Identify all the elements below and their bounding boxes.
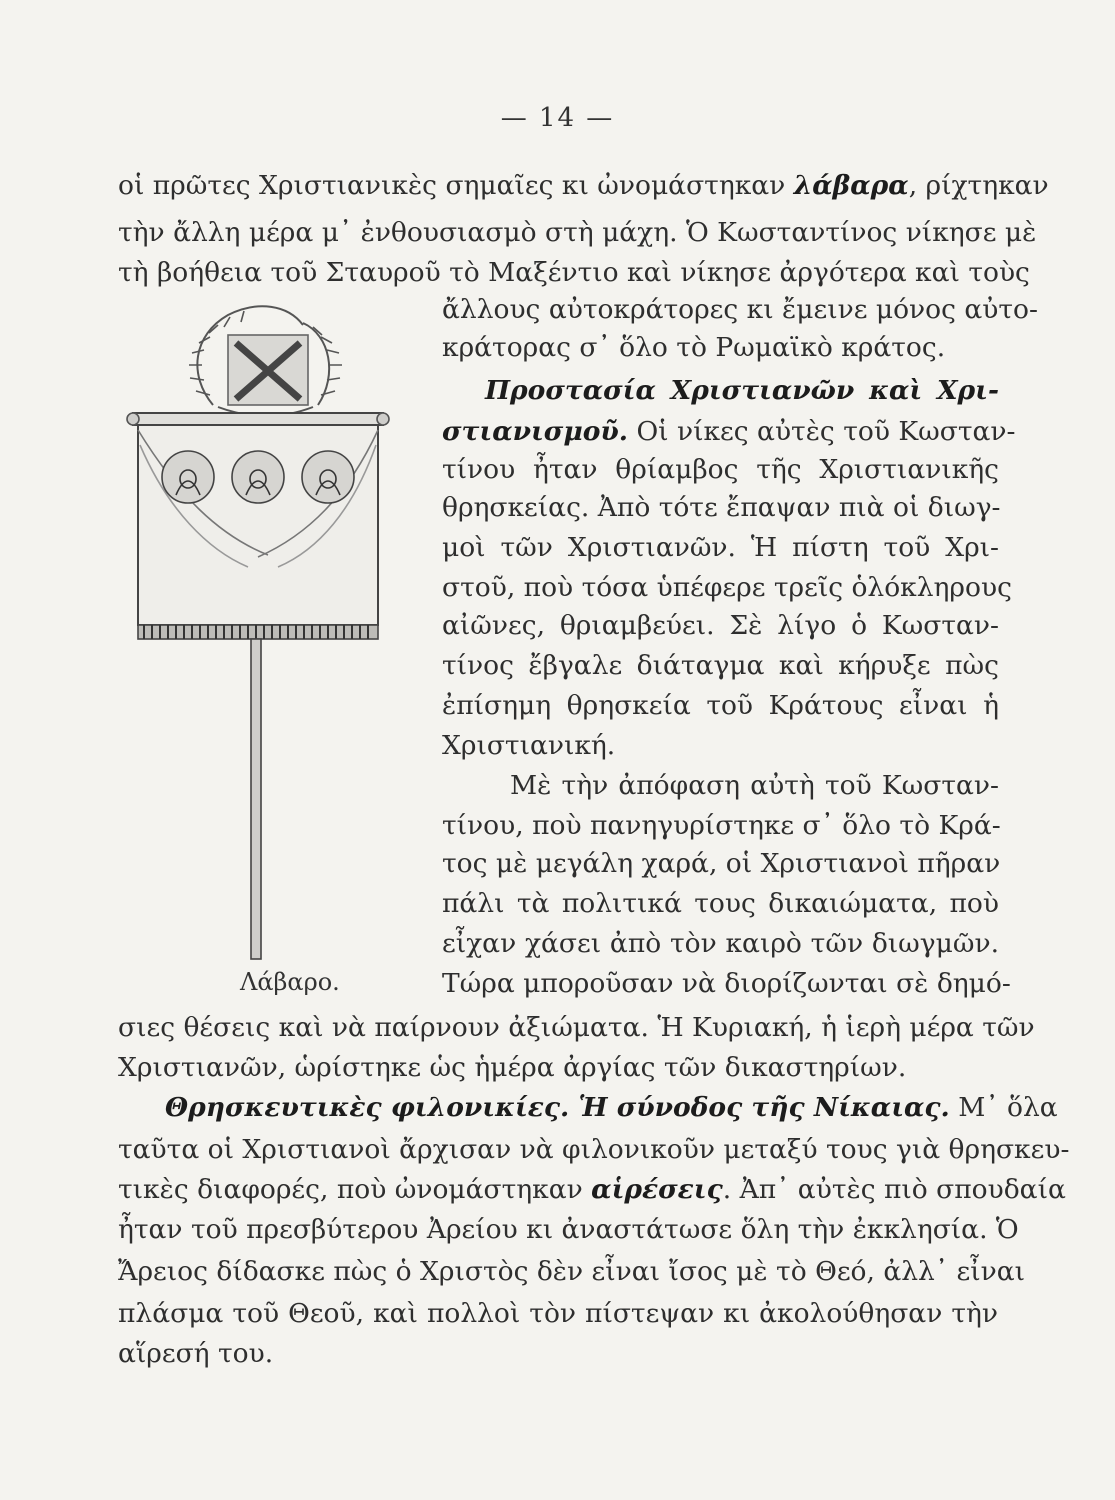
text-line: τὴν ἄλλη μέρα μ᾽ ἐνθουσιασμὸ στὴ μάχη. Ὁ Κωσταντίνος νίκησε μὲ — [118, 217, 1037, 248]
text-line: ἐπίσημη θρησκεία τοῦ Κράτους εἶναι ἡ — [442, 690, 999, 721]
text-line: στιανισμοῦ. Οἱ νίκες αὐτὲς τοῦ Κωσταν- — [442, 416, 1016, 447]
text-line: ἄλλους αὐτοκράτορες κι ἔμεινε μόνος αὐτο- — [442, 294, 1038, 325]
text-line: Χριστιανῶν, ὡρίστηκε ὡς ἡμέρα ἀργίας τῶν δικαστηρίων. — [118, 1052, 907, 1083]
text-line: μοὶ τῶν Χριστιανῶν. Ἡ πίστη τοῦ Χρι- — [442, 532, 999, 563]
term-heresies: αἱρέσεις — [591, 1174, 723, 1205]
text-line: πάλι τὰ πολιτικά τους δικαιώματα, ποὺ — [442, 888, 999, 919]
text-line: Χριστιανική. — [442, 730, 616, 761]
text-line: ἦταν τοῦ πρεσβύτερου Ἀρείου κι ἀναστάτωσε ὅλη τὴν ἐκκλησία. Ὁ — [118, 1214, 1019, 1245]
text-line: Τώρα μποροῦσαν νὰ διορίζωνται σὲ δημό- — [442, 968, 1011, 999]
text-line: Μὲ τὴν ἀπόφαση αὐτὴ τοῦ Κωσταν- — [510, 770, 999, 801]
section-heading-protection: Προστασία Χριστιανῶν καὶ Χρι- — [485, 375, 999, 406]
text-line: οἱ πρῶτες Χριστιανικὲς σημαῖες κι ὠνομάστηκαν λάβαρα, ρίχτηκαν — [118, 170, 1049, 201]
text-line: τίνος ἔβγαλε διάταγμα καὶ κήρυξε πὼς — [442, 650, 999, 681]
section-heading-disputes: Θρησκευτικὲς φιλονικίες. Ἡ σύνοδος τῆς Νίκαιας. — [165, 1092, 950, 1123]
text-line: σιες θέσεις καὶ νὰ παίρνουν ἀξιώματα. Ἡ Κυριακή, ἡ ἱερὴ μέρα τῶν — [118, 1012, 1035, 1043]
page-number: — 14 — — [500, 103, 615, 133]
text-line: θρησκείας. Ἀπὸ τότε ἔπαψαν πιὰ οἱ διωγ- — [442, 492, 1001, 523]
figure-caption: Λάβαρο. — [240, 968, 340, 996]
text-line: στοῦ, ποὺ τόσα ὑπέφερε τρεῖς ὁλόκληρους — [442, 572, 1012, 603]
text-line: εἶχαν χάσει ἀπὸ τὸν καιρὸ τῶν διωγμῶν. — [442, 928, 999, 959]
text-line: τίνου, ποὺ πανηγυρίστηκε σ᾽ ὅλο τὸ Κρά- — [442, 810, 1001, 841]
text-line: πλάσμα τοῦ Θεοῦ, καὶ πολλοὶ τὸν πίστεψαν κι ἀκολούθησαν τὴν — [118, 1298, 998, 1329]
text-line: τικὲς διαφορές, ποὺ ὠνομάστηκαν αἱρέσεις. Ἀπ᾽ αὐτὲς πιὸ σπουδαία — [118, 1174, 1066, 1205]
labarum-illustration — [118, 295, 408, 975]
text-line: τίνου ἦταν θρίαμβος τῆς Χριστιανικῆς — [442, 454, 999, 485]
medallion-portraits-icon — [162, 451, 354, 503]
term-labara: λάβαρα — [793, 170, 909, 201]
text-line: αἰῶνες, θριαμβεύει. Σὲ λίγο ὁ Κωσταν- — [442, 610, 999, 641]
text-line: τὴ βοήθεια τοῦ Σταυροῦ τὸ Μαξέντιο καὶ νίκησε ἀργότερα καὶ τοὺς — [118, 257, 1030, 288]
chi-emblem-icon — [228, 335, 308, 405]
text-line: ταῦτα οἱ Χριστιανοὶ ἄρχισαν νὰ φιλονικοῦν μεταξύ τους γιὰ θρησκευ- — [118, 1134, 1070, 1165]
text-line: αἵρεσή του. — [118, 1338, 274, 1369]
text-line: Ἄρειος δίδασκε πὼς ὁ Χριστὸς δὲν εἶναι ἴσος μὲ τὸ Θεό, ἀλλ᾽ εἶναι — [118, 1256, 1026, 1287]
text-line: τος μὲ μεγάλη χαρά, οἱ Χριστιανοὶ πῆραν — [442, 848, 1001, 879]
text-line: Θρησκευτικὲς φιλονικίες. Ἡ σύνοδος τῆς Νίκαιας. Μ᾽ ὅλα — [165, 1092, 1058, 1123]
text-line: κράτορας σ᾽ ὅλο τὸ Ρωμαϊκὸ κράτος. — [442, 332, 946, 363]
